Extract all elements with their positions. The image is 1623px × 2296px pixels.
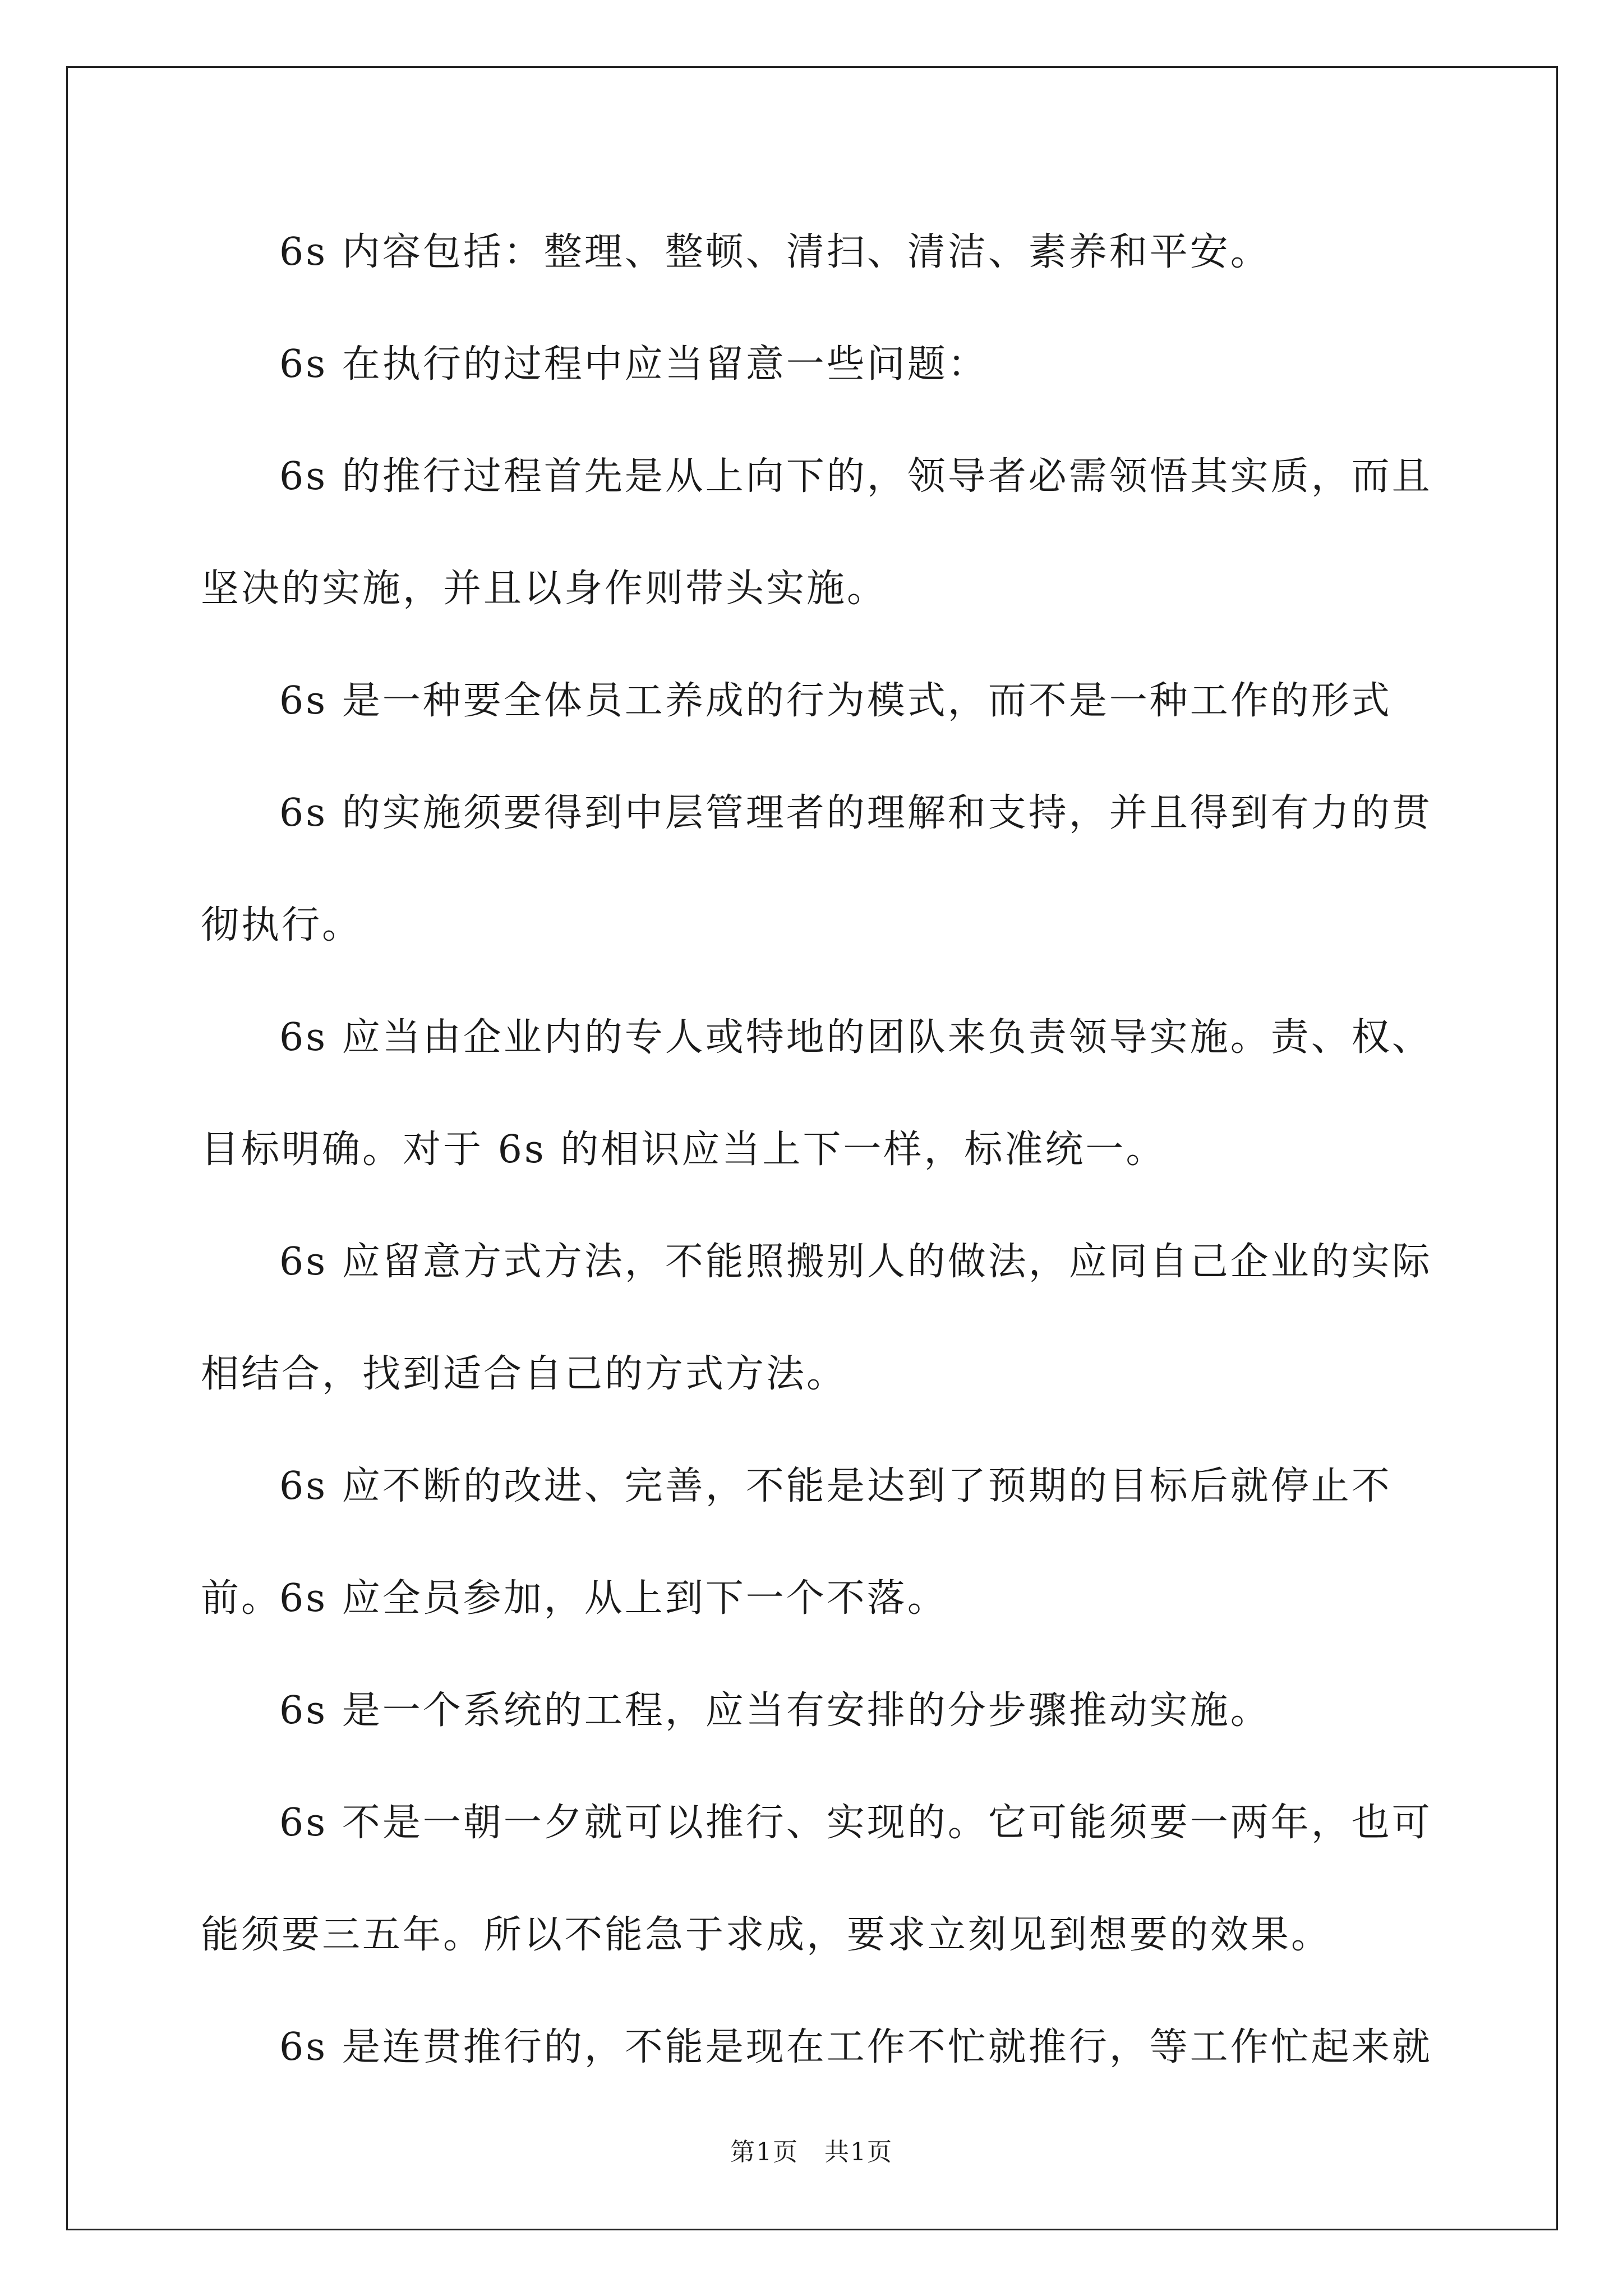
paragraph-1: 6s 内容包括：整理、整顿、清扫、清洁、素养和平安。 — [279, 230, 1271, 274]
paragraph-8: 6s 应不断的改进、完善，不能是达到了预期的目标后就停止不前。 — [201, 1464, 1392, 1621]
paragraph-4: 6s 是一种要全体员工养成的行为模式，而不是一种工作的形式 — [279, 679, 1392, 723]
paragraph-9: 6s 应全员参加，从上到下一个不落。 — [279, 1576, 948, 1621]
paragraph-2: 6s 在执行的过程中应当留意一些问题： — [279, 342, 988, 386]
paragraph-11: 6s 不是一朝一夕就可以推行、实现的。它可能须要一两年，也可能须要三五年。所以不能急于求成，要求立刻见到想要的效果。 — [201, 1801, 1432, 1957]
paragraph-7: 6s 应留意方式方法，不能照搬别人的做法，应同自己企业的实际相结合，找到适合自己的方式方法。 — [201, 1240, 1432, 1396]
paragraph-10: 6s 是一个系统的工程，应当有安排的分步骤推动实施。 — [279, 1688, 1271, 1733]
paragraph-12: 6s 是连贯推行的，不能是现在工作不忙就推行，等工作忙起来就 — [279, 2025, 1432, 2069]
page-footer: 第1页 共1页 — [730, 2138, 893, 2166]
paragraph-3: 6s 的推行过程首先是从上向下的，领导者必需领悟其实质，而且坚决的实施，并且以身作则带头实施。 — [201, 454, 1432, 611]
paragraph-6: 6s 应当由企业内的专人或特地的团队来负责领导实施。责、权、目标明确。对于 6s 的相识应当上下一样，标准统一。 — [201, 1015, 1432, 1172]
paragraph-5: 6s 的实施须要得到中层管理者的理解和支持，并且得到有力的贯彻执行。 — [201, 791, 1432, 947]
